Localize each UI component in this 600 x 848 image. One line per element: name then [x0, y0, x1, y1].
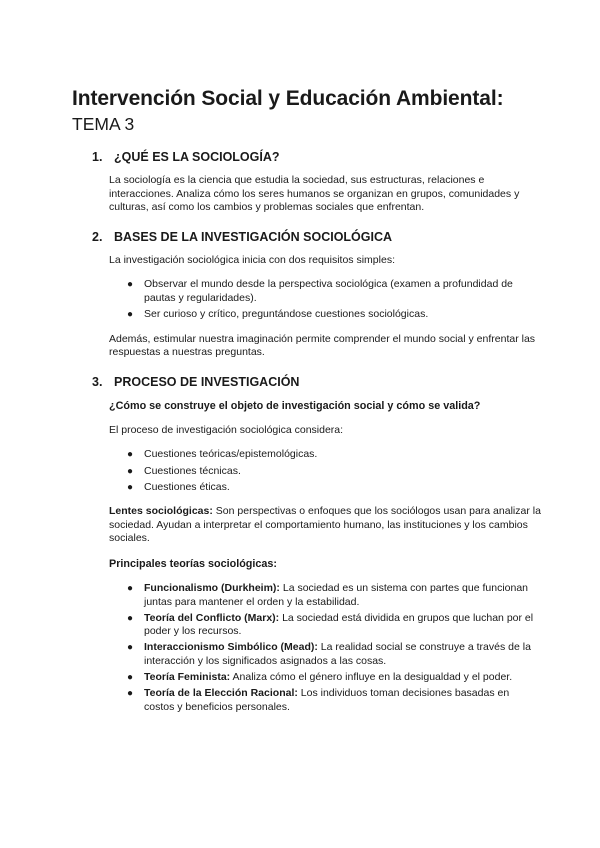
theory-term: Teoría del Conflicto (Marx): — [144, 611, 280, 624]
section-heading — [92, 149, 542, 165]
theory-term: Funcionalismo (Durkheim): — [144, 582, 280, 594]
list-item — [72, 308, 542, 322]
requirements-list — [72, 278, 542, 321]
bullet-icon: ● — [127, 612, 134, 624]
list-item — [72, 687, 542, 714]
section-title: PROCESO DE INVESTIGACIÓN — [114, 374, 300, 389]
bullet-icon: ● — [127, 309, 134, 321]
document-subtitle: TEMA 3 — [72, 114, 135, 134]
list-item-text: Cuestiones técnicas. — [144, 464, 241, 477]
theory-term: Teoría Feminista: — [144, 671, 231, 684]
theory-term: Interaccionismo Simbólico (Mead): — [144, 641, 318, 654]
theory-term: Teoría de la Elección Racional: — [144, 687, 298, 700]
lentes-term: Lentes sociológicas: — [109, 505, 213, 518]
lentes-paragraph — [109, 505, 542, 546]
list-item — [72, 582, 542, 609]
list-item — [72, 481, 542, 495]
list-item — [72, 278, 542, 305]
section-number: 3. — [92, 374, 103, 389]
section-que-es-sociologia — [72, 149, 542, 215]
bullet-icon: ● — [127, 449, 134, 461]
lentes-text: Son perspectivas o enfoques que los sociólogos usan para analizar la sociedad. Ayudan a interpretar el comportamiento humano, las instituciones y los cambios sociales. — [109, 505, 541, 545]
theory-text: La realidad social se construye a través de la interacción y los significados asignados a las cosas. — [144, 641, 531, 667]
bullet-icon: ● — [127, 642, 134, 654]
list-item — [72, 448, 542, 462]
section-proceso-investigacion — [72, 374, 542, 715]
theory-text: La sociedad está dividida en grupos que luchan por el poder y los recursos. — [144, 611, 534, 638]
list-item-text: Cuestiones teóricas/epistemológicas. — [144, 448, 318, 461]
section-intro: La investigación sociológica inicia con dos requisitos simples: — [109, 253, 395, 266]
bullet-icon: ● — [127, 688, 134, 700]
section-title: ¿QUÉ ES LA SOCIOLOGÍA? — [114, 150, 280, 164]
considerations-list — [72, 448, 542, 494]
section-number: 2. — [92, 229, 103, 244]
theory-text: Los individuos toman decisiones basadas en costos y beneficios personales. — [144, 687, 510, 713]
bullet-icon: ● — [127, 481, 134, 493]
list-item — [72, 612, 542, 639]
section-paragraph: La sociología es la ciencia que estudia la sociedad, sus estructuras, relaciones e interacciones. Analiza cómo los seres humanos se organizan en grupos, comunidades y culturas, así como los cambios y problemas sociales que enfrentan. — [109, 174, 520, 214]
theories-list — [72, 582, 542, 714]
list-item-text: Cuestiones éticas. — [144, 480, 230, 493]
section-number: 1. — [92, 150, 103, 164]
theories-heading: Principales teorías sociológicas: — [109, 558, 278, 570]
section-bases-investigacion — [72, 229, 542, 360]
bullet-icon: ● — [127, 672, 134, 684]
bullet-icon: ● — [127, 465, 134, 477]
bullet-icon: ● — [127, 583, 134, 594]
theory-text: La sociedad es un sistema con partes que funcionan juntas para mantener el orden y la estabilidad. — [144, 582, 529, 608]
section-title: BASES DE LA INVESTIGACIÓN SOCIOLÓGICA — [114, 229, 393, 244]
section-intro: El proceso de investigación sociológica considera: — [109, 423, 344, 436]
list-item — [72, 671, 542, 685]
theory-text: Analiza cómo el género influye en la desigualdad y el poder. — [230, 671, 513, 684]
list-item-text: Ser curioso y crítico, preguntándose cuestiones sociológicas. — [144, 308, 429, 321]
section-closing: Además, estimular nuestra imaginación permite comprender el mundo social y enfrentar las respuestas a nuestras preguntas. — [109, 332, 536, 359]
list-item — [72, 465, 542, 479]
section-question: ¿Cómo se construye el objeto de investigación social y cómo se valida? — [109, 399, 481, 412]
section-heading — [92, 229, 542, 245]
document-page — [72, 86, 542, 725]
list-item — [72, 641, 542, 668]
bullet-icon: ● — [127, 279, 134, 291]
document-title: Intervención Social y Educación Ambiental: — [72, 87, 504, 110]
list-item-text: Observar el mundo desde la perspectiva sociológica (examen a profundidad de pautas y regularidades). — [144, 278, 513, 304]
section-heading — [92, 374, 542, 390]
